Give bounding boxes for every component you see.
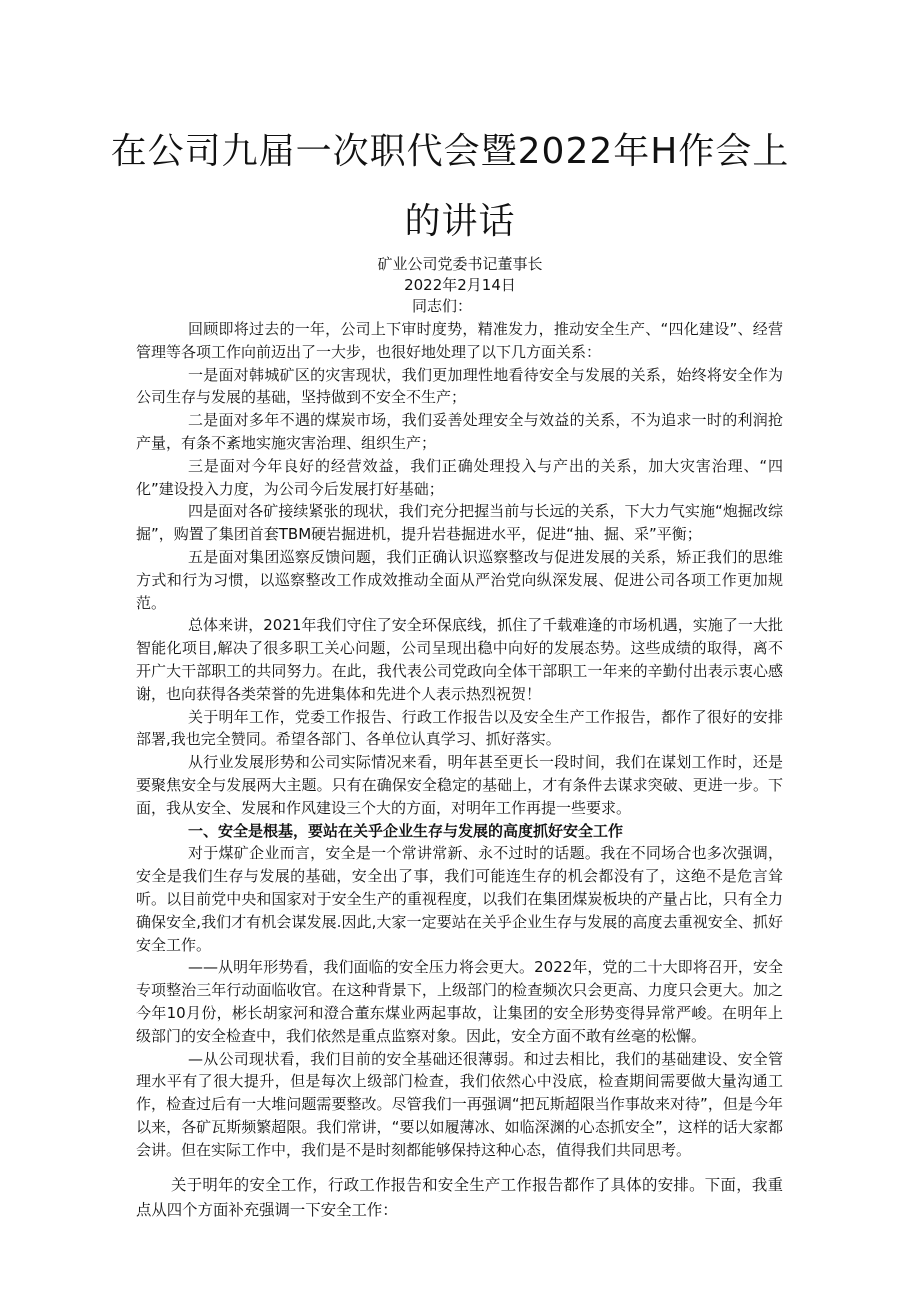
salutation: 同志们：: [411, 297, 472, 315]
document-title-line-1: 在公司九届一次职代会暨2022年H作会上: [110, 131, 790, 172]
document-body: [136, 318, 783, 1223]
paragraph-safety-status: —从公司现状看，我们目前的安全基础还很薄弱。和过去相比，我们的基础建设、安全管理水平有了很大提升，但是每次上级部门检查，我们依然心中没底，检查期间需要做大量沟通工作，检查过后有一大堆问题需要整改。尽管我们一再强调“把瓦斯超限当作事故来对待”，但是今年以来，各矿瓦斯频繁超限。我们常讲，“要以如履薄冰、如临深渊的心态抓安全”，这样的话大家都会讲。但在实际工作中，我们是不是时刻都能够保持这种心态，值得我们共同思考。: [136, 1049, 783, 1159]
paragraph-review: 回顾即将过去的一年，公司上下审时度势，精准发力，推动安全生产、“四化建设”、经营管理等各项工作向前迈出了一大步，也很好地处理了以下几方面关系：: [136, 320, 783, 361]
section-heading-safety: 一、安全是根基，要站在关乎企业生存与发展的高度抓好安全工作: [188, 821, 624, 840]
author-line: 矿业公司党委书记董事长: [377, 255, 543, 273]
paragraph-safety-intro: 对于煤矿企业而言，安全是一个常讲常新、永不过时的话题。我在不同场合也多次强调，安全是我们生存与发展的基础，安全出了事，我们可能连生存的机会都没有了，这绝不是危言耸听。以目前党中央和国家对于安全生产的重视程度，以我们在集团煤炭板块的产量占比，只有全力确保安全,我们才有机会谋发展.因此,大家一定要站在关乎企业生存与发展的高度去重视安全、抓好安全工作。: [136, 844, 783, 954]
date-line: 2022年2月14日: [404, 276, 516, 294]
paragraph-point-3: 三是面对今年良好的经营效益，我们正确处理投入与产出的关系，加大灾害治理、“四化”建设投入力度，为公司今后发展打好基础；: [136, 456, 783, 498]
paragraph-point-5: 五是面对集团巡察反馈问题，我们正确认识巡察整改与促进发展的关系，矫正我们的思维方式和行为习惯，以巡察整改工作成效推动全面从严治党向纵深发展、促进公司各项工作更加规范。: [136, 547, 783, 612]
paragraph-point-2: 二是面对多年不遇的煤炭市场，我们妥善处理安全与效益的关系，不为追求一时的利润抢产量，有条不紊地实施灾害治理、组织生产；: [136, 411, 783, 452]
paragraph-point-4: 四是面对各矿接续紧张的现状，我们充分把握当前与长远的关系，下大力气实施“炮掘改综掘”，购置了集团首套TBM硬岩掘进机，提升岩巷掘进水平，促进“抽、掘、采”平衡；: [136, 502, 783, 544]
paragraph-summary: 总体来讲，2021年我们守住了安全环保底线，抓住了千载难逢的市场机遇，实施了一大批智能化项目,解决了很多职工关心问题，公司呈现出稳中向好的发展态势。这些成绩的取得，离不开广大干部职工的共同努力。在此，我代表公司党政向全体干部职工一年来的辛勤付出表示衷心感谢，也向获得各类荣誉的先进集体和先进个人表示热烈祝贺！: [136, 616, 783, 703]
paragraph-next-year: 关于明年工作，党委工作报告、行政工作报告以及安全生产工作报告，都作了很好的安排部署,我也完全赞同。希望各部门、各单位认真学习、抓好落实。: [136, 707, 783, 749]
paragraph-safety-emphasis: 关于明年的安全工作，行政工作报告和安全生产工作报告都作了具体的安排。下面，我重点从四个方面补充强调一下安全工作：: [136, 1176, 783, 1220]
paragraph-safety-outlook: ——从明年形势看，我们面临的安全压力将会更大。2022年，党的二十大即将召开，安全专项整治三年行动面临收官。在这种背景下，上级部门的检查频次只会更高、力度只会更大。加之今年10月份，彬长胡家河和澄合董东煤业两起事故，让集团的安全形势变得异常严峻。在明年上级部门的安全检查中，我们依然是重点监察对象。因此，安全方面不敢有丝毫的松懈。: [136, 958, 783, 1045]
document-title-line-2: 的讲话: [404, 201, 516, 242]
paragraph-themes: 从行业发展形势和公司实际情况来看，明年甚至更长一段时间，我们在谋划工作时，还是要聚焦安全与发展两大主题。只有在确保安全稳定的基础上，才有条件去谋求突破、更进一步。下面，我从安全、发展和作风建设三个大的方面，对明年工作再提一些要求。: [136, 753, 783, 817]
paragraph-point-1: 一是面对韩城矿区的灾害现状，我们更加理性地看待安全与发展的关系，始终将安全作为公司生存与发展的基础，坚持做到不安全不生产；: [136, 365, 783, 407]
